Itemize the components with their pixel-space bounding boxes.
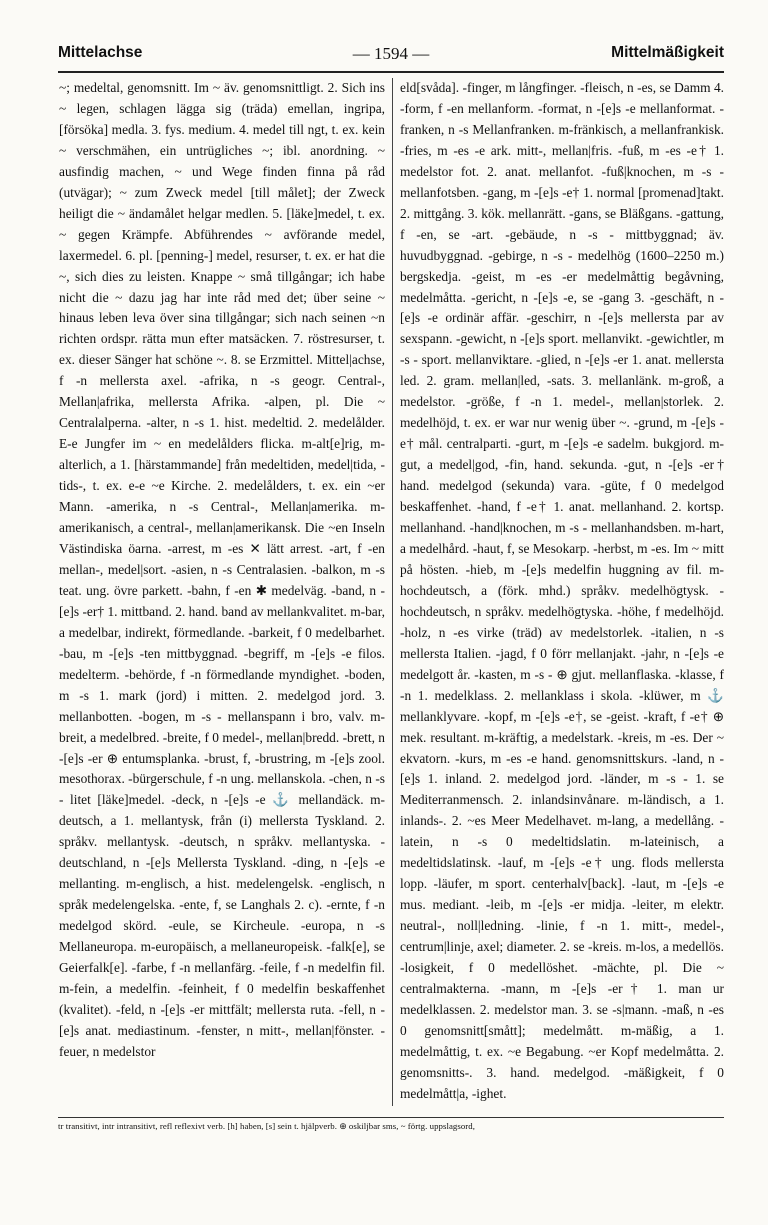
abbreviation-footer: tr transitivt, intr intransitivt, refl reflexivt verb. [h] haben, [s] sein t. hjälpverb. ⊕ oskiljbar sms, ~ förtg. uppslagsord, [58,1121,475,1131]
left-column [59,78,385,1106]
header-first-entry: Mittelachse [58,44,143,61]
right-column [400,78,724,1106]
footer-rule [58,1117,724,1118]
right-column-text: eld[svåda]. -finger, m långfinger. -fleisch, n -es, se Damm 4. -form, f -en mellanform. -format, n -[e]s -e mellanformat. -franken, n -s Mellanfranken. m-fränkisch, a mellanfrankisk. -fries, m -es -e ark. mitt-, mellan|fris. -fuß, m -es -e† 1. medelstor fot. 2. anat. mellanfot. -fuß|knochen, m -s - mellanfotsben. -gang, m -[e]s -e† 1. normal [promenad]takt. 2. mittgång. 3. kök. mellanrätt. -gans, se Bläßgans. -gattung, f -en, se -art. -gebäude, n -s - mittbyggnad; äv. huvudbyggnad. -gebirge, n -s - medelhög (1600–2250 m.) bergskedja. -geist, m -es -er medelmåttig begåvning, medelmåtta. -gericht, n -[e]s -e, se -gang 3. -geschäft, n -[e]s -e ordinär affär. -geschirr, n -[e]s mellersta par av sexspann. -gewicht, n -[e]s sport. mellanvikt. -gewichtler, m -s - sport. mellanviktare. -glied, n -[e]s -er 1. anat. mellersta led. 2. gram. mellan|led, -sats. 3. mellanlänk. m-groß, a medelstor. -größe, f -n 1. medel-, mellan|storlek. 2. medelhöjd, t. ex. er war nur wenig über ~. -grund, m -[e]s -e† mål. centralparti. -gurt, m -[e]s -e sadelm. bukgjord. m-gut, a medel|god, -fin, hand. sekunda. -gut, n -[e]s -er† hand. medelgod (sekunda) vara. -güte, f 0 medelgod beskaffenhet. -hand, f -e† 1. anat. mellanhand. 2. kortsp. mellanhand. -hand|knochen, m -s - mellanhandsben. m-hart, a medelhård. -haut, f, se Mesokarp. -herbst, m -es. Im ~ mitt på hösten. -hieb, m -[e]s medelfin huggning av fil. m-hochdeutsch, a (förk. mhd.) språkv. medelhögtysk. -hochdeutsch, n språkv. medelhögtyska. -höhe, f medelhöjd. -holz, n -es virke (träd) av medelstorlek. -italien, n -s mellersta Italien. -jagd, f 0 förr mellanjakt. -jahr, n -[e]s -e medelgott år. -kasten, m -s - ⊕ gjut. mellanflaska. -klasse, f -n 1. medelklass. 2. mellanklass i skola. -klüwer, m ⚓ mellanklyvare. -kopf, m -[e]s -e†, se -geist. -kraft, f -e† ⊕ mek. resultant. m-kräftig, a medelstark. -kreis, m -es. Der ~ ekvatorn. -kurs, m -es -e hand. genomsnittskurs. -land, n -[e]s 1. inland. 2. medelgod jord. -länder, m -s - 1. se Mediterranmensch. 2. inlandsinvånare. m-ländisch, a 1. inlands-. 2. ~es Meer Medelhavet. m-lang, a medellång. -latein, n -s 0 medeltidslatin. m-lateinisch, a medeltidslatinsk. -lauf, m -[e]s -e† ung. flods mellersta lopp. -läufer, m sport. centerhalv[back]. -laut, m -[e]s -e mus. mediant. -leib, m -[e]s -er midja. -leiter, m elektr. neutral-, noll|ledning. -linie, f -n 1. mitt-, medel-, centrum|linje, axel; diameter. 2. se -kreis. m-los, a medellös. -losigkeit, f 0 medellöshet. -mächte, pl. Die ~ centralmakterna. -mann, m -[e]s -er† 1. man ur medelklassen. 2. medelstor man. 3. se -s|mann. -maß, n -es 0 genomsnitt[smått]; medelmått. m-mäßig, a 1. medelmåttig, t. ex. ~e Begabung. ~er Kopf medelmåtta. 2. genomsnitts-. 3. hand. medelgod. -mäßigkeit, f 0 medelmått|a, -ighet. [400,80,724,1101]
page-number: — 1594 — [352,44,430,63]
running-header [58,44,724,68]
header-last-entry: Mittelmäßigkeit [611,44,724,61]
column-divider [392,78,393,1106]
header-rule [58,71,724,73]
left-column-text: ~; medeltal, genomsnitt. Im ~ äv. genomsnittligt. 2. Sich ins ~ legen, schlagen lägga sig (träda) emellan, ingripa, [försöka] medla. 3. fys. medium. 4. medel till ngt, t. ex. kein ~ verschmähen, ein untrügliches ~; ibl. anordning. ~ ausfindig machen, ~ und Wege finden finna på råd (utvägar); ~ zum Zweck medel [till målet]; der Zweck heiligt die ~ ändamålet helgar medlen. 5. [läke]medel, t. ex. ~ gegen Krämpfe. Abführendes ~ avförande medel, laxermedel. 6. pl. [penning-] medel, resurser, t. ex. er hat die ~, sich dies zu leisten. Knappe ~ små tillgångar; ich habe nicht die ~ dazu jag har inte råd med det; über seine ~ hinaus leben leva över sina tillgångar; sich nach seinen ~n richten ordspr. rätta mun efter matsäcken. 7. röstresurser, t. ex. dieser Sänger hat schöne ~. 8. se Erzmittel. Mittel|achse, f -n mellersta axel. -afrika, n -s geogr. Central-, Mellan|afrika, mellersta Afrika. -alpen, pl. Die ~ Centralalperna. -alter, n -s 1. hist. medeltid. 2. medelålder. E-e Jungfer im ~ en medelålders flicka. m-alt[e]rig, m-alterlich, a 1. [härstammande] från medeltiden, medel|tida, -tids-, t. ex. e-e ~e Kirche. 2. medelålders, t. ex. ein ~er Mann. -amerika, n -s Central-, Mellan|amerika. m-amerikanisch, a central-, mellan|amerikansk. Die ~en Inseln Västindiska öarna. -arrest, m -es ✕ lätt arrest. -art, f -en mellan-, medel|sort. -asien, n -s Centralasien. -balkon, m -s teat. ung. övre parkett. -bahn, f -en ✱ medelväg. -band, n -[e]s -er† 1. mittband. 2. hand. band av mellankvalitet. m-bar, a medelbar, indirekt, förmedlande. -barkeit, f 0 medelbarhet. -bau, m -[e]s -ten mittbyggnad. -begriff, m -[e]s -e filos. medelterm. -behörde, f -n förmedlande myndighet. -boden, m -s 1. mark (jord) i mitten. 2. medelgod jord. 3. mellanbotten. -bogen, m -s - mellanspann i bro, valv. m-breit, a medelbred. -breite, f 0 medel-, mellan|bredd. -brett, n -[e]s -er ⊕ entumsplanka. -brust, f, -brustring, m -[e]s zool. mesothorax. -bürgerschule, f -n ung. mellanskola. -chen, n -s - litet [läke]medel. -deck, n -[e]s -e ⚓ mellandäck. m-deutsch, a 1. mellantysk, från (i) mellersta Tyskland. 2. språkv. mellantysk. -deutsch, n språkv. mellantyska. -deutschland, n -[e]s Mellersta Tyskland. -ding, n -[e]s -e mellanting. m-englisch, a hist. medelengelsk. -englisch, n språk medelengelska. -ente, f, se Langhals 2. c). -ernte, f -n medelgod skörd. -eule, se Kircheule. -europa, n -s Mellaneuropa. m-europäisch, a mellaneuropeisk. -falk[e], se Geierfalk[e]. -farbe, f -n mellanfärg. -feile, f -n medelfin fil. m-fein, a medelfin. -feinheit, f 0 medelfin beskaffenhet (kvalitet). -feld, n -[e]s -er mittfält; mellersta ruta. -fell, n -[e]s anat. mediastinum. -fenster, n mitt-, mellan|fönster. -feuer, n medelstor [59,80,385,1059]
